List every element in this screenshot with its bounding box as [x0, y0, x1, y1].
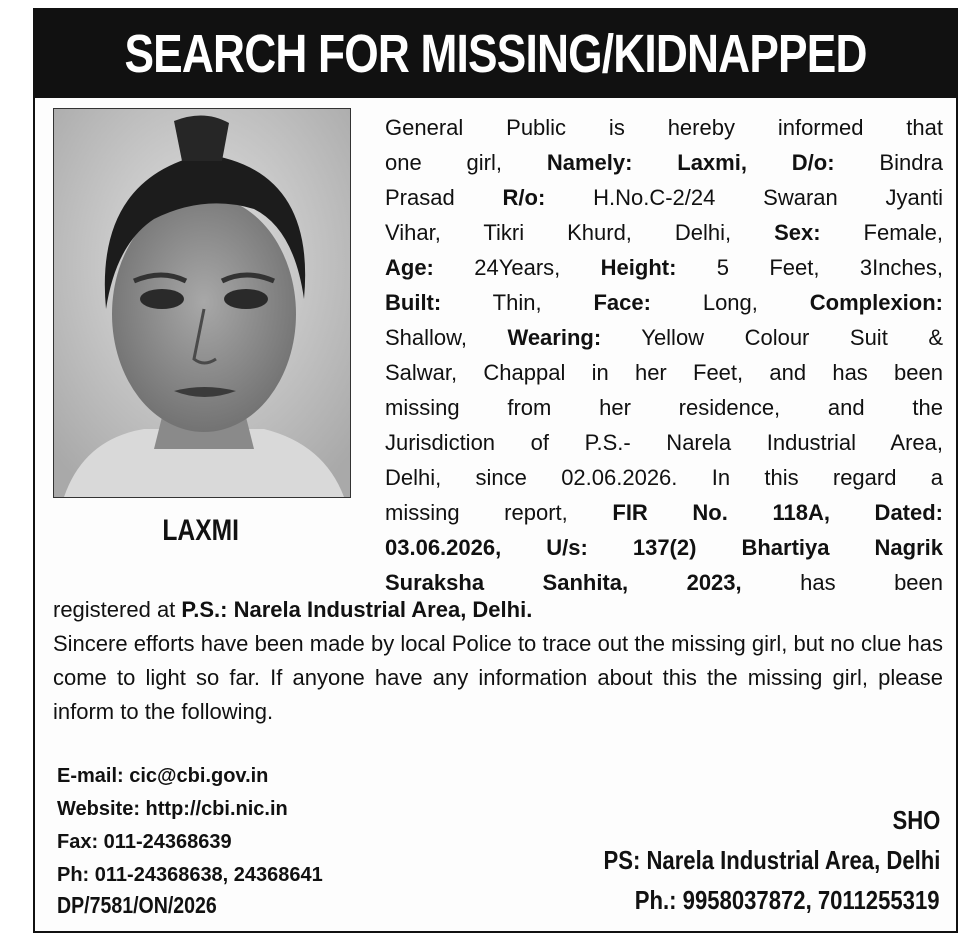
notice-line	[385, 425, 943, 460]
notice-text-segment: Sex:	[774, 220, 821, 245]
notice-text-segment: Delhi, since 02.06.2026. In this regard a	[385, 465, 943, 490]
notice-text-segment: Height:	[600, 255, 677, 280]
phone-contact: Ph: 011-24368638, 24368641	[57, 864, 323, 886]
reference-number	[57, 892, 245, 919]
notice-text-segment: 5 Feet, 3Inches,	[676, 255, 944, 280]
notice-text-segment: Vihar, Tikri Khurd, Delhi,	[385, 220, 775, 245]
notice-text-segment: R/o:	[502, 185, 546, 210]
notice-text-segment: missing report,	[385, 500, 613, 525]
notice-text-segment: missing from her residence, and the	[385, 395, 943, 420]
notice-text-segment: Female,	[820, 220, 943, 245]
notice-line	[385, 320, 943, 355]
notice-body	[53, 593, 943, 729]
email-contact: E-mail: cic@cbi.gov.in	[57, 765, 269, 787]
notice-text-segment: Bindra	[834, 150, 943, 175]
fax-contact: Fax: 011-24368639	[57, 831, 232, 853]
appeal-paragraph: Sincere efforts have been made by local Police to trace out the missing girl, but no clue has come to light so far. If anyone have any information about this the missing girl, please inform to the following.	[53, 631, 943, 724]
notice-text-segment: Shallow,	[385, 325, 508, 350]
notice-line	[385, 145, 943, 180]
notice-text-segment: Age:	[385, 255, 434, 280]
reference-text: DP/7581/ON/2026	[57, 892, 217, 918]
sho-phone: Ph.: 9958037872, 7011255319	[635, 885, 940, 915]
notice-text-segment: registered at	[53, 597, 182, 622]
notice-line	[385, 180, 943, 215]
notice-text-segment: Thin,	[441, 290, 594, 315]
notice-text-segment: 24Years,	[433, 255, 601, 280]
sho-title: SHO	[892, 805, 940, 835]
portrait-image	[54, 109, 350, 497]
notice-text-segment: H.No.C-2/24 Swaran Jyanti	[545, 185, 944, 210]
registration-line	[53, 593, 943, 627]
notice-text-segment: Built:	[385, 290, 442, 315]
notice-text-segment: one girl,	[385, 150, 547, 175]
missing-person-photo	[53, 108, 351, 498]
notice-line	[385, 215, 943, 250]
notice-text-segment: Prasad	[385, 185, 503, 210]
sho-block	[544, 800, 940, 920]
notice-text-segment: Suraksha Sanhita, 2023,	[385, 570, 742, 595]
notice-line	[385, 250, 943, 285]
caption-name: LAXMI	[162, 514, 240, 547]
notice-text-segment: FIR No. 118A, Dated:	[612, 500, 944, 525]
contact-details	[57, 760, 323, 892]
notice-title: SEARCH FOR MISSING/KIDNAPPED	[124, 24, 867, 84]
notice-text-segment: Salwar, Chappal in her Feet, and has been	[385, 360, 943, 385]
notice-text-segment: P.S.: Narela Industrial Area, Delhi.	[181, 597, 533, 622]
notice-text-segment: Namely: Laxmi, D/o:	[546, 150, 835, 175]
notice-text-column	[385, 110, 943, 600]
notice-line	[385, 460, 943, 495]
sho-station: PS: Narela Industrial Area, Delhi	[603, 845, 940, 875]
notice-text-segment: has been	[741, 570, 944, 595]
notice-line	[385, 530, 943, 565]
notice-line	[385, 495, 943, 530]
photo-caption	[53, 514, 349, 548]
notice-header	[35, 10, 956, 98]
notice-line	[385, 390, 943, 425]
notice-frame	[33, 8, 958, 933]
website-contact: Website: http://cbi.nic.in	[57, 798, 288, 820]
notice-line	[385, 285, 943, 320]
notice-text-segment: Long,	[650, 290, 810, 315]
notice-text-segment: Wearing:	[507, 325, 602, 350]
notice-text-segment: 03.06.2026, U/s: 137(2) Bhartiya Nagrik	[385, 535, 943, 560]
notice-text-segment: Complexion:	[809, 290, 943, 315]
notice-text-segment: Jurisdiction of P.S.- Narela Industrial Area,	[385, 430, 943, 455]
notice-text-segment: Face:	[593, 290, 651, 315]
notice-text-segment: Yellow Colour Suit &	[601, 325, 943, 350]
notice-line	[385, 110, 943, 145]
notice-text-segment: General Public is hereby informed that	[385, 115, 943, 140]
notice-line	[385, 355, 943, 390]
